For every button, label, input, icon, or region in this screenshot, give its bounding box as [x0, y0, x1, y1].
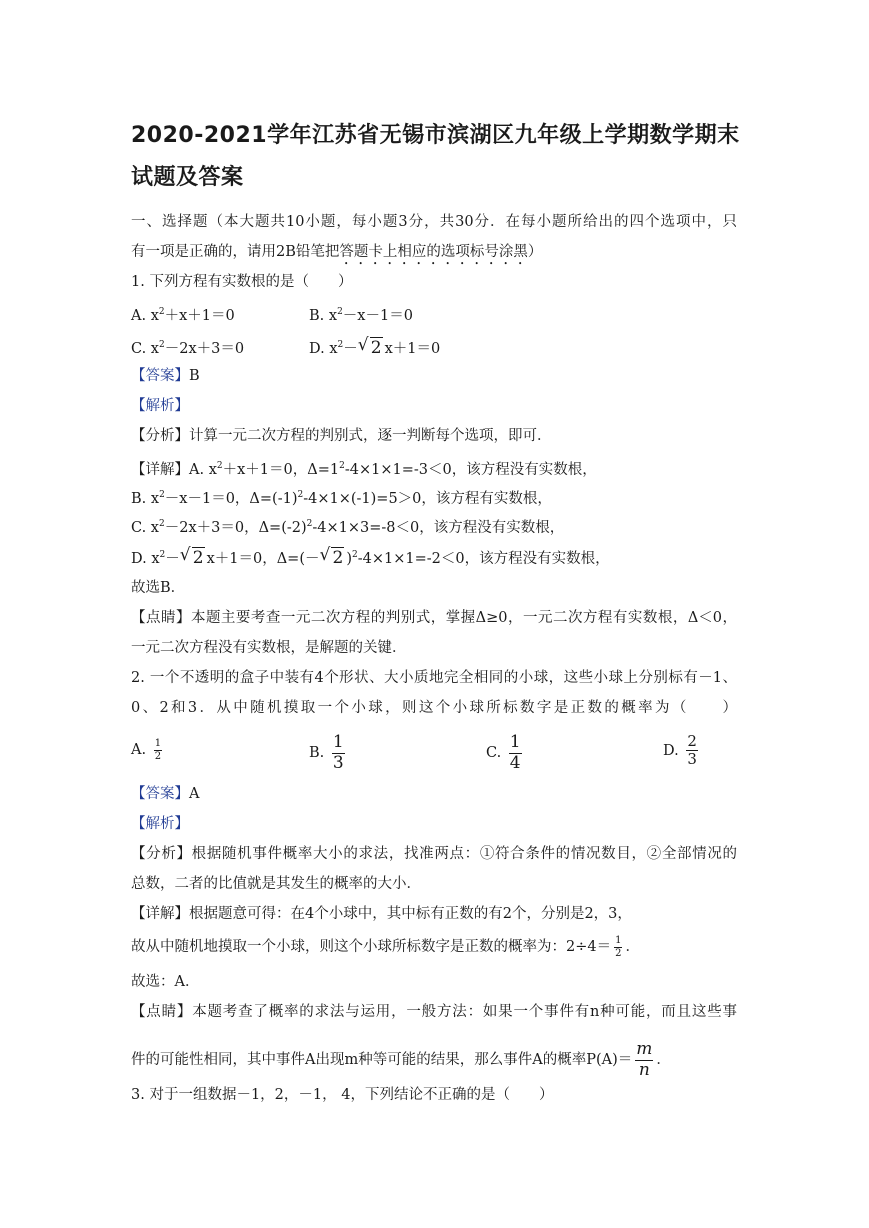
- q1-dianjing-line2: 一元二次方程没有实数根，是解题的关键．: [131, 640, 407, 656]
- option-letter: A.: [131, 742, 147, 758]
- q1-fenxi: [131, 426, 552, 446]
- q1-option-c-text-end: －2x＋3＝0: [164, 341, 245, 357]
- superscript: 2: [306, 519, 313, 529]
- q2-fenxi-line1: [131, 844, 737, 864]
- section-intro-line2: [131, 242, 542, 268]
- denominator: n: [638, 1059, 650, 1080]
- q2-detail-text-end: ．: [625, 939, 640, 955]
- q2-detail-text: 故从中随机地摸取一个小球，则这个小球所标数字是正数的概率为：2÷4＝: [131, 939, 612, 955]
- q1-option-d-text-end: x＋1＝0: [384, 341, 441, 357]
- numerator: 2: [687, 732, 697, 750]
- q2-stem-line2: 0、2和3．从中随机摸取一个小球，则这个小球所标数字是正数的概率为（ ）: [131, 700, 737, 716]
- q2-answer: [131, 784, 199, 804]
- q1-stem: 1. 下列方程有实数根的是（ ）: [131, 274, 353, 290]
- q1-option-b: [309, 302, 413, 326]
- superscript: 2: [158, 307, 165, 317]
- sqrt-argument: 2: [332, 548, 344, 568]
- sqrt-symbol: [360, 338, 383, 359]
- q2-analysis-heading: [131, 814, 189, 834]
- denominator: 2: [615, 947, 622, 959]
- intro-emphasis-text: 答题卡上相应的选项标号涂黑: [339, 244, 528, 260]
- q1-option-d: [309, 335, 440, 359]
- option-letter: B.: [309, 745, 325, 762]
- analysis-label: 【解析】: [131, 816, 189, 832]
- q3-stem: 3. 对于一组数据－1，2，－1， 4，下列结论不正确的是（ ）: [131, 1087, 554, 1103]
- q1-detail-d: [131, 545, 610, 569]
- q2-answer-value: A: [189, 786, 200, 802]
- q2-detail-line1: [131, 904, 632, 924]
- numerator: m: [636, 1039, 653, 1059]
- denominator: 3: [687, 750, 697, 769]
- superscript: 2: [158, 340, 165, 350]
- q1-detail-a: [131, 456, 597, 480]
- detail-text: C. x: [131, 520, 159, 536]
- doc-title-line1: 2020-2021学年江苏省无锡市滨湖区九年级上学期数学期末: [131, 123, 740, 148]
- numerator: 1: [154, 738, 162, 749]
- q1-conclusion: 故选B．: [131, 580, 186, 596]
- superscript: 2: [159, 490, 165, 500]
- option-letter: D.: [663, 742, 679, 759]
- answer-label: 【答案】: [131, 368, 189, 384]
- dianjing-label: 【点睛】: [131, 610, 191, 626]
- fenxi-label: 【分析】: [131, 846, 192, 862]
- q2-dianjing-text-end: ．: [656, 1052, 671, 1069]
- q1-answer: [131, 366, 200, 386]
- q2-fenxi-line2: 总数，二者的比值就是其发生的概率的大小．: [131, 876, 421, 892]
- analysis-label: 【解析】: [131, 398, 189, 414]
- q2-option-b: [309, 733, 348, 773]
- superscript: 2: [337, 340, 344, 350]
- sqrt-argument: 2: [370, 338, 382, 358]
- q2-detail-line2: [131, 935, 640, 959]
- dianjing-label: 【点睛】: [131, 1004, 193, 1020]
- q1-option-b-text: B. x: [309, 308, 338, 324]
- numerator: 1: [509, 732, 521, 752]
- doc-title-line2: 试题及答案: [131, 165, 244, 190]
- fraction: [332, 733, 345, 773]
- q2-option-d: [663, 733, 701, 769]
- detail-text: A. x: [189, 462, 217, 478]
- detail-text: x＋1＝0，Δ=(－: [206, 551, 320, 567]
- denominator: 3: [332, 752, 344, 773]
- q1-option-a-text-end: ＋x＋1＝0: [164, 308, 235, 324]
- q2-detail-text: 根据题意可得：在4个小球中，其中标有正数的有2个，分别是2，3，: [189, 906, 632, 922]
- q1-answer-value: B: [189, 368, 200, 384]
- q1-option-d-text: D. x: [309, 341, 338, 357]
- detail-text: －x－1＝0，Δ=(-1): [164, 491, 298, 507]
- q1-detail-b: [131, 485, 552, 509]
- q1-fenxi-text: 计算一元二次方程的判别式，逐一判断每个选项，即可．: [189, 428, 552, 444]
- intro-text-end: ）: [527, 244, 543, 260]
- denominator: 2: [154, 750, 162, 762]
- detail-text: D. x: [131, 551, 160, 567]
- q1-option-a-text: A. x: [131, 308, 159, 324]
- numerator: 1: [615, 935, 622, 946]
- superscript: 2: [339, 461, 345, 471]
- detail-text: ): [346, 551, 352, 567]
- q1-option-a: [131, 302, 235, 326]
- superscript: 2: [297, 490, 304, 500]
- superscript: 2: [159, 550, 166, 560]
- superscript: 2: [351, 550, 358, 560]
- superscript: 2: [158, 519, 165, 529]
- superscript: 2: [337, 307, 343, 317]
- detail-text: －2x＋3＝0，Δ=(-2): [164, 520, 307, 536]
- superscript: 2: [216, 461, 223, 471]
- answer-label: 【答案】: [131, 786, 189, 802]
- detail-text: B. x: [131, 491, 160, 507]
- intro-text: 有一项是正确的，请用2B铅笔把: [131, 244, 340, 260]
- numerator: 1: [332, 732, 344, 752]
- detail-text: ＋x＋1＝0，Δ=1: [222, 462, 340, 478]
- q1-option-c-text: C. x: [131, 341, 159, 357]
- fraction: [614, 935, 622, 959]
- detail-text: -4×1×3=-8＜0，该方程没有实数根，: [312, 520, 565, 536]
- detail-text: -4×1×1=-2＜0，该方程没有实数根，: [357, 551, 610, 567]
- q1-option-c: [131, 335, 244, 359]
- q1-dianjing-line1: [131, 608, 737, 628]
- minus-sign: －: [343, 341, 358, 357]
- q2-option-a: [131, 738, 165, 762]
- q1-detail-c: [131, 514, 564, 538]
- fraction: [635, 1040, 653, 1080]
- q2-dianjing-text: 件的可能性相同，其中事件A出现m种等可能的结果，那么事件A的概率P(A)＝: [131, 1052, 633, 1069]
- fraction: [686, 733, 698, 769]
- fraction: [154, 738, 162, 762]
- option-letter: C.: [486, 745, 502, 762]
- fenxi-label: 【分析】: [131, 428, 189, 444]
- xiangjie-label: 【详解】: [131, 906, 189, 922]
- denominator: 4: [509, 752, 521, 773]
- q2-option-c: [486, 733, 525, 773]
- q2-dianjing-line1: [131, 1002, 737, 1022]
- q1-analysis-heading: [131, 396, 189, 416]
- detail-text: -4×1×1=-3＜0，该方程没有实数根，: [344, 462, 597, 478]
- minus-sign: －: [165, 551, 180, 567]
- q2-dianjing-text: 本题考查了概率的求法与运用，一般方法：如果一个事件有n种可能，而且这些事: [192, 1004, 737, 1020]
- q2-dianjing-line2: [131, 1040, 671, 1080]
- q2-conclusion: 故选：A．: [131, 974, 200, 990]
- sqrt-argument: 2: [192, 548, 204, 568]
- q1-dianjing-text: 本题主要考查一元二次方程的判别式，掌握Δ≥0，一元二次方程有实数根，Δ＜0，: [190, 610, 738, 626]
- q1-option-b-text-end: －x－1＝0: [342, 308, 413, 324]
- section-intro-line1: 一、选择题（本大题共10小题，每小题3分，共30分．在每小题所给出的四个选项中，只: [131, 214, 737, 230]
- xiangjie-label: 【详解】: [131, 462, 189, 478]
- q2-stem-line1: 2. 一个不透明的盒子中装有4个形状、大小质地完全相同的小球，这些小球上分别标有－1、: [131, 670, 737, 686]
- sqrt-symbol: [182, 548, 205, 569]
- detail-text: -4×1×(-1)=5＞0，该方程有实数根，: [303, 491, 552, 507]
- sqrt-symbol: [321, 548, 344, 569]
- fraction: [509, 733, 522, 773]
- q2-fenxi-text: 根据随机事件概率大小的求法，找准两点：①符合条件的情况数目，②全部情况的: [191, 846, 738, 862]
